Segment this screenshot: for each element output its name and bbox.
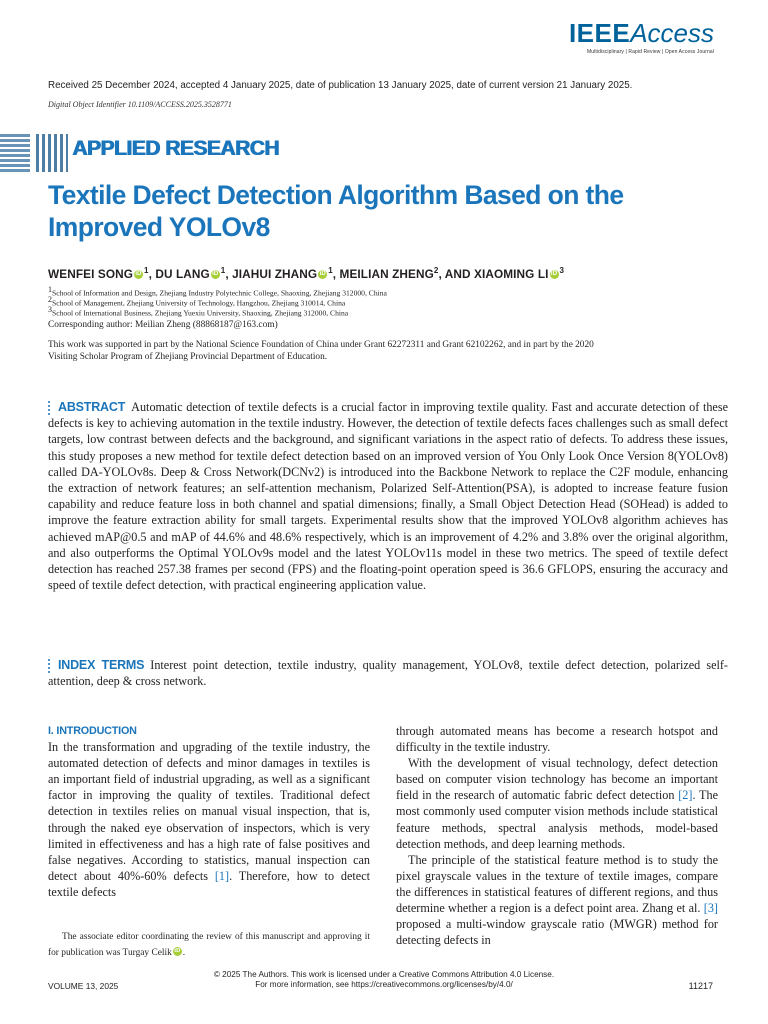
paragraph-text: The principle of the statistical feature method is to study the pixel grayscale values in the texture of textile images, compare the differences in statistical features of different regions, and thus determine whether a region is a defect point area. Zhang et al. [396, 852, 718, 916]
applied-research-banner [0, 134, 300, 174]
paragraph-text-continued: . Therefore, how to detect textile defects [48, 868, 370, 899]
affiliation [48, 305, 348, 318]
affiliation-number: 3 [48, 305, 52, 314]
intro-paragraph-1-continued: through automated means has become a research hotspot and difficulty in the textile industry. [396, 724, 718, 755]
banner-bar [60, 134, 63, 172]
author-affiliation-number: 1 [328, 266, 333, 275]
introduction-heading: I. INTRODUCTION [48, 725, 137, 737]
author-separator: , [148, 266, 156, 281]
author-name: DU LANG [155, 266, 210, 281]
logo-access: Access [630, 18, 714, 48]
author-affiliation-number: 3 [559, 266, 565, 275]
license-line: © 2025 The Authors. This work is licensed under a Creative Commons Attribution 4.0 License. [213, 970, 555, 979]
affiliation-text: School of International Business, Zhejiang Yuexiu University, Shaoxing, Zhejiang 312000, China [52, 308, 349, 318]
index-terms-text: Interest point detection, textile industry, quality management, YOLOv8, textile defect detection, polarized self-attention, deep & cross network. [48, 658, 728, 689]
abstract-text: Automatic detection of textile defects is a crucial factor in improving textile quality. Fast and accurate detection of these defects is key to achieving automation in the textile industry. However, the detection of textile defects faces challenges such as small defect targets, low contrast between defects and the background, and significant variations in the aspect ratio of defects. To address these issues, this study proposes a new method for textile defect detection based on an improved version of You Only Look Once Version 8(YOLOv8) called DA-YOLOv8s. Deep & Cross Network(DCNv2) is introduced into the Backbone Network to replace the C2F module, enhancing the extraction of network features; an self-attention mechanism, Polarized Self-Attention(PSA), is adopted to increase feature fusion capability and reduce feature loss in both channel and spatial dimensions; finally, a Small Object Detection Head (SOHead) is added to improve the feature extraction ability for small targets. Experimental results show that the improved YOLOv8 algorithm achieves has achieved mAP@0.5 and mAP of 44.6% and 48.6% respectively, which is an improvement of 4.2% and 3.8% over the original algorithm, and also outperforms the Optimal YOLOv9s model and the latest YOLOv11s model in these two metrics. The speed of textile defect detection has reached 257.38 frames per second (FPS) and the floating-point operation speed is 36.6 GFLOPS, ensuring the accuracy and speed of textile defect detection, with practical engineering application value. [48, 400, 728, 593]
author-separator: , [332, 266, 340, 281]
paragraph-text: With the development of visual technology, defect detection based on computer vision technology has become an important field in the research of automatic fabric defect detection [396, 756, 718, 803]
banner-bar [36, 134, 39, 172]
author-separator: , AND [438, 266, 475, 281]
received-dates: Received 25 December 2024, accepted 4 January 2025, date of publication 13 January 2025, date of current version 21 January 2025. [48, 80, 633, 91]
author-name: WENFEI SONG [48, 266, 133, 281]
orcid-icon[interactable]: iD [550, 270, 558, 277]
corresponding-author: Corresponding author: Meilian Zheng (88868187@163.com) [48, 320, 278, 330]
author-name: XIAOMING LI [474, 266, 549, 281]
author-list [48, 266, 564, 281]
affiliation-text: School of Management, Zhejiang University of Technology, Hangzhou, Zhejiang 310014, China [52, 298, 346, 308]
banner-bar [54, 134, 57, 172]
banner-stripe [0, 134, 30, 172]
author-name: MEILIAN ZHENG [339, 266, 434, 281]
orcid-icon[interactable]: iD [212, 270, 219, 277]
column-left [48, 723, 370, 900]
orcid-icon[interactable]: iD [174, 948, 181, 954]
author-affiliation-number: 2 [433, 266, 439, 275]
author-affiliation-number: 1 [144, 266, 149, 275]
volume-label: VOLUME 13, 2025 [48, 981, 119, 991]
banner-bar [48, 134, 51, 172]
index-terms-heading: INDEX TERMS [58, 658, 145, 672]
citation-link[interactable]: [1] [214, 868, 230, 883]
journal-logo [569, 20, 714, 55]
funding-note: This work was supported in part by the National Science Foundation of China under Grant 62272311 and Grant 62102262, and in part by the 2020 Visiting Scholar Program of Zhejiang Provincial Department of Education. [48, 340, 594, 362]
paragraph-text: proposed a multi-window grayscale ratio (MWGR) method for detecting defects in [396, 917, 718, 948]
abstract-heading: ABSTRACT [58, 400, 126, 414]
author-name: JIAHUI ZHANG [232, 266, 318, 281]
column-right [396, 723, 718, 948]
citation-link[interactable]: [3] [703, 901, 718, 916]
author-separator: , [225, 266, 233, 281]
orcid-icon[interactable]: iD [135, 270, 142, 277]
paragraph-text: . The most commonly used computer vision methods include statistical feature methods, spectral analysis methods, model-based detection methods, and deep learning methods. [396, 788, 718, 851]
intro-paragraph-3 [396, 852, 718, 949]
license-link[interactable]: For more information, see https://creativecommons.org/licenses/by/4.0/ [255, 980, 513, 989]
banner-bar [66, 134, 68, 172]
banner-bar [42, 134, 45, 172]
banner-label: APPLIED RESEARCH [72, 137, 279, 160]
intro-paragraph-2 [396, 755, 718, 852]
affiliation-number: 2 [48, 295, 52, 304]
logo-tagline: Multidisciplinary | Rapid Review | Open Access Journal [587, 49, 714, 55]
citation-link[interactable]: [2] [678, 788, 693, 803]
editor-footnote: The associate editor coordinating the review of this manuscript and approving it for publication was Turgay Celik iD . [48, 932, 370, 958]
intro-paragraph-1 [48, 739, 370, 900]
affiliation-number: 1 [48, 285, 52, 294]
orcid-icon[interactable]: iD [319, 270, 326, 277]
logo-ieee: IEEE [568, 18, 631, 48]
author-affiliation-number: 1 [220, 266, 226, 275]
footnote-text: The associate editor coordinating the review of this manuscript and approving it for publication was Turgay Celik [48, 932, 370, 958]
paper-title: Textile Defect Detection Algorithm Based on the Improved YOLOv8 [48, 180, 624, 242]
paragraph-text: In the transformation and upgrading of the textile industry, the automated detection of defects and minor damages in textiles is an important field of industrial upgrading, as well as a significant factor in improving the quality of textiles. Traditional defect detection in textiles relies on manual visual inspection, that is, through the naked eye observation of inspectors, which is very limited in effectiveness and has a high rate of false positives and false negatives. According to statistics, manual inspection can detect about 40%-60% defects [48, 740, 370, 883]
affiliation-text: School of Information and Design, Zhejiang Industry Polytechnic College, Shaoxing, Zhejiang 312000, China [52, 288, 387, 298]
doi: Digital Object Identifier 10.1109/ACCESS.2025.3528771 [48, 100, 232, 109]
page-number: 11217 [688, 981, 713, 991]
abstract [48, 399, 728, 593]
index-terms [48, 657, 728, 689]
